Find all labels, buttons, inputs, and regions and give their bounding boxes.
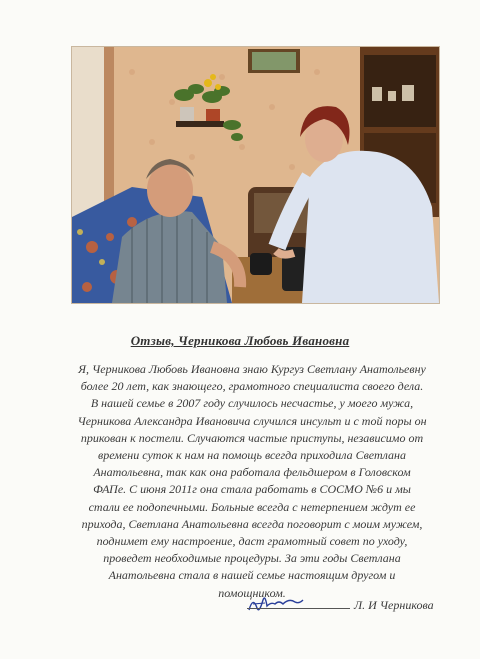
body-line: ФАПе. С июня 2011г она стала работать в СОСМО №6 и мы [93,482,411,497]
body-line: более 20 лет, как знающего, грамотного специалиста своего дела. [80,379,424,394]
body-line: Анатольевна стала в нашей семье настоящим другом и [108,568,396,583]
photo-image [72,47,439,303]
body-line: Я, Черникова Любовь Ивановна знаю Кургуз Светлану Анатольевну [78,362,426,376]
body-line: помощником. [218,585,286,600]
signature-line [247,608,350,609]
body-line: проведет необходимые процедуры. За эти годы Светлана [103,551,401,566]
photo-nurse-with-patient [71,46,440,304]
body-line: стали ее подопечными. Больные всегда с нетерпением ждут ее [88,499,416,514]
body-line: прикован к постели. Случаются частые приступы, независимо от [80,430,424,445]
body-line: Черникова Александра Ивановича случился инсульт и с той поры он [77,413,427,428]
body-line: прихода, Светлана Анатольевна всегда поговорит с моим мужем, [81,516,423,531]
document-body [62,361,442,602]
signature-name: Л. И Черникова [354,598,434,612]
body-line: поднимет ему настроение, даст грамотный совет по уходу, [96,534,408,549]
body-line: В нашей семье в 2007 году случилось несчастье, у моего мужа, [90,396,414,411]
body-line: Анатольевна, так как она работала фельдшером в Головском [93,465,411,480]
handwritten-signature [245,592,305,614]
document-title: Отзыв, Черникова Любовь Ивановна [130,333,350,348]
body-line: времени суток к нам на помощь всегда приходила Светлана [98,448,406,463]
